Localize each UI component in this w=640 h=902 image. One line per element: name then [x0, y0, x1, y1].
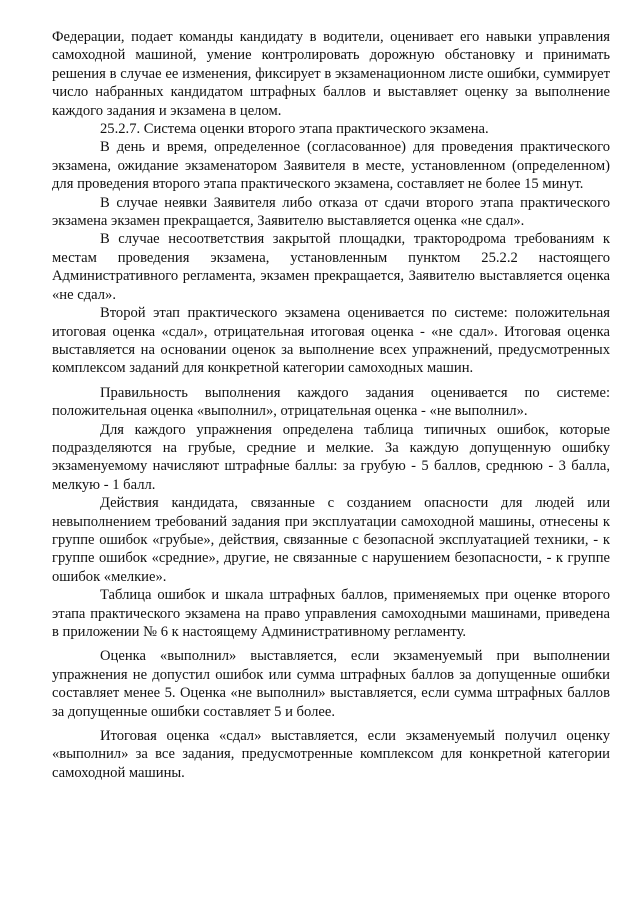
paragraph-4: В случае неявки Заявителя либо отказа от сдачи второго этапа практического экзамена экзамен прекращается, Заявителю выставляется оценка «не сдал».: [52, 194, 610, 230]
paragraph-3: В день и время, определенное (согласованное) для проведения практического экзамена, ожидание экзаменатором Заявителя в месте, установленном (определенном) для проведения второго этапа практического экзамена, составляет не более 15 минут.: [52, 139, 610, 193]
paragraph-12: Итоговая оценка «сдал» выставляется, если экзаменуемый получил оценку «выполнил» за все задания, предусмотренные комплексом для конкретной категории самоходной машины.: [52, 728, 610, 781]
paragraph-10: Таблица ошибок и шкала штрафных баллов, применяемых при оценке второго этапа практического экзамена на право управления самоходными машинами, приведена в приложении № 6 к настоящему Административному регламенту.: [52, 587, 610, 640]
paragraph-7: Правильность выполнения каждого задания оценивается по системе: положительная оценка «выполнил», отрицательная оценка - «не выполнил».: [52, 384, 610, 420]
section-heading-25-2-7: 25.2.7. Система оценки второго этапа практического экзамена.: [100, 121, 489, 138]
paragraph-6: Второй этап практического экзамена оценивается по системе: положительная итоговая оценка «сдал», отрицательная итоговая оценка - «не сдал». Итоговая оценка выставляется на основании оценок за выполнение всех упражнений, предусмотренных комплексом заданий для конкретной категории самоходных машин.: [52, 305, 610, 377]
paragraph-9: Действия кандидата, связанные с созданием опасности для людей или невыполнением требований задания при эксплуатации самоходной машины, отнесены к группе ошибок «грубые», действия, связанные с безопасной эксплуатацией техники, - к группе ошибок «средние», другие, не связанные с нарушением безопасности, - к группе ошибок «мелкие».: [52, 495, 610, 585]
paragraph-11: Оценка «выполнил» выставляется, если экзаменуемый при выполнении упражнения не допустил ошибок или сумма штрафных баллов за допущенные ошибки составляет менее 5. Оценка «не выполнил» выставляется, если сумма штрафных баллов за допущенные ошибки составляет 5 и более.: [52, 648, 610, 720]
document-page: [52, 28, 610, 782]
paragraph-1: Федерации, подает команды кандидату в водители, оценивает его навыки управления самоходной машиной, умение контролировать дорожную обстановку и принимать решения в случае ее изменения, фиксирует в экзаменационном листе ошибки, суммирует число набранных кандидатом штрафных баллов и выставляет оценку за выполнение каждого задания и экзамена в целом.: [52, 29, 610, 119]
paragraph-5: В случае несоответствия закрытой площадки, трактородрома требованиям к местам проведения экзамена, установленным пунктом 25.2.2 настоящего Административного регламента, экзамен прекращается, Заявителю выставляется оценка «не сдал».: [52, 231, 610, 303]
paragraph-8: Для каждого упражнения определена таблица типичных ошибок, которые подразделяются на грубые, средние и мелкие. За каждую допущенную ошибку экзаменуемому начисляют штрафные баллы: за грубую - 5 баллов, среднюю - 3 балла, мелкую - 1 балл.: [52, 421, 610, 493]
